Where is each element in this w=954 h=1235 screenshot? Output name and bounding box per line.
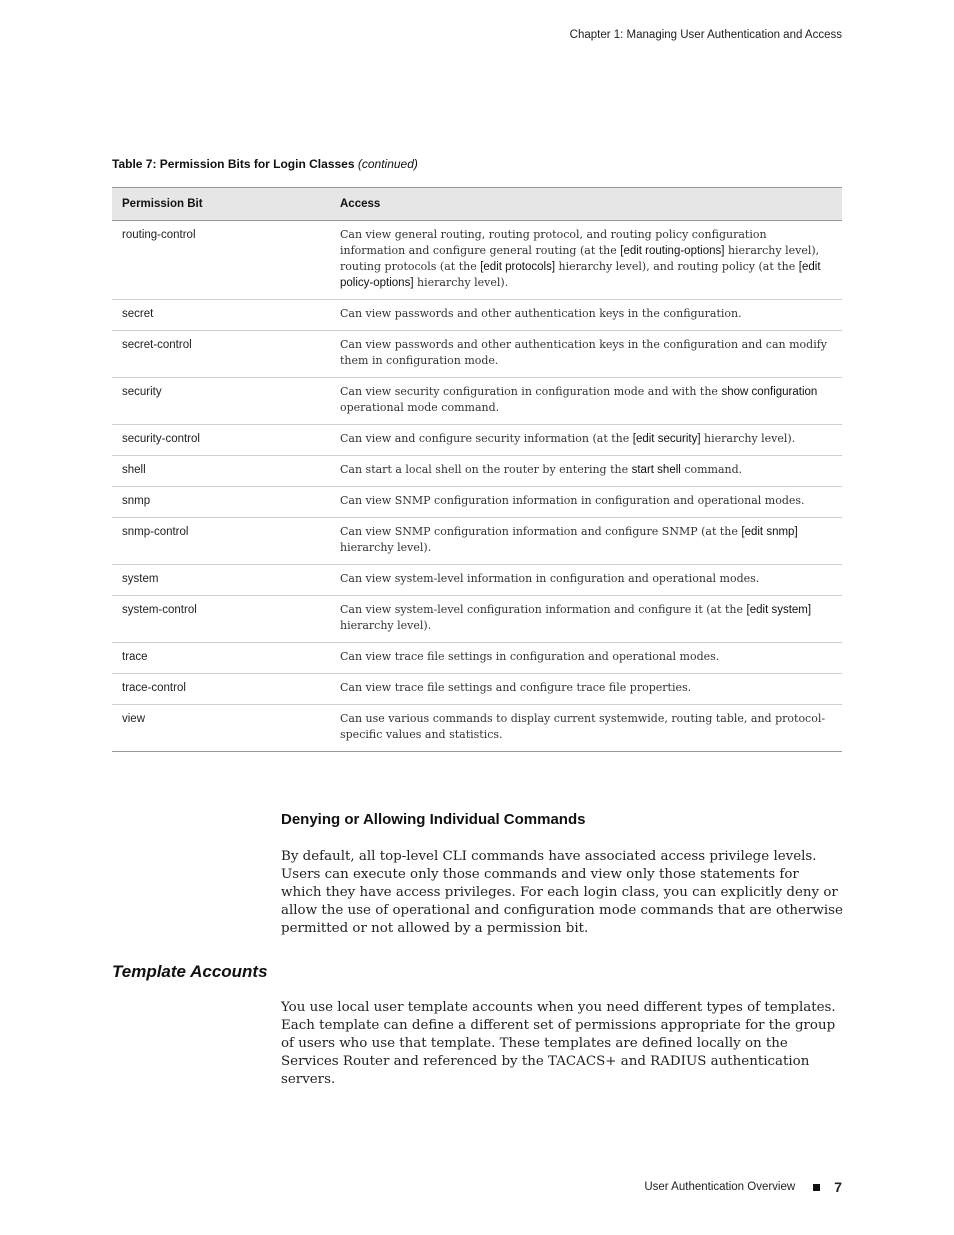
header-access: Access <box>330 188 842 221</box>
table-row <box>112 456 842 487</box>
access-text: hierarchy level), routing protocols (at the <box>340 244 820 273</box>
section-paragraph: By default, all top-level CLI commands have associated access privilege levels. Users can execute only those commands and view only those statements for which they have access privileges. For each login class, you can explicitly deny or allow the use of operational and configuration mode commands that are otherwise permitted or not allowed by a permission bit. <box>281 849 843 936</box>
access-code-text: show configuration <box>721 386 818 398</box>
access-text: hierarchy level). <box>413 276 509 289</box>
table-row <box>112 674 842 705</box>
access-cell <box>330 300 842 331</box>
access-cell <box>330 378 842 425</box>
table-header-row <box>112 188 842 221</box>
permission-bit-cell: system <box>112 565 330 596</box>
table-row <box>112 565 842 596</box>
table-row <box>112 596 842 643</box>
access-cell <box>330 518 842 565</box>
access-text: Can view passwords and other authentication keys in the configuration. <box>340 307 742 320</box>
access-code-text: start shell <box>631 464 681 476</box>
access-code-text: [edit protocols] <box>480 261 556 273</box>
access-text: hierarchy level), and routing policy (at the <box>555 260 799 273</box>
permission-bit-cell: view <box>112 705 330 752</box>
table-row <box>112 518 842 565</box>
access-text: hierarchy level). <box>700 432 796 445</box>
permission-bit-cell: snmp <box>112 487 330 518</box>
access-text: Can view SNMP configuration information and configure SNMP (at the <box>340 525 742 538</box>
access-text: command. <box>680 463 743 476</box>
access-cell <box>330 331 842 378</box>
access-text: hierarchy level). <box>340 619 432 632</box>
header-permission-bit: Permission Bit <box>112 188 330 221</box>
access-cell <box>330 487 842 518</box>
access-text: Can use various commands to display current systemwide, routing table, and protocol-specific values and statistics. <box>340 712 826 741</box>
table-row <box>112 221 842 300</box>
access-cell <box>330 456 842 487</box>
section-heading: Denying or Allowing Individual Commands <box>281 811 586 828</box>
access-cell <box>330 643 842 674</box>
table-row <box>112 425 842 456</box>
page-footer <box>644 1179 842 1195</box>
permission-bit-cell: secret <box>112 300 330 331</box>
access-text: hierarchy level). <box>340 541 432 554</box>
table-caption-title: Table 7: Permission Bits for Login Classes <box>112 157 355 171</box>
access-text: operational mode command. <box>340 401 500 414</box>
access-text: Can view security configuration in configuration mode and with the <box>340 385 722 398</box>
access-text: Can view passwords and other authentication keys in the configuration and can modify them in configuration mode. <box>340 338 828 367</box>
table-row <box>112 487 842 518</box>
access-cell <box>330 674 842 705</box>
access-text: Can view general routing, routing protocol, and routing policy configuration information and configure general routing (at the <box>340 228 767 257</box>
access-code-text: [edit routing-options] <box>620 245 725 257</box>
square-bullet-icon <box>813 1184 820 1191</box>
access-cell <box>330 596 842 643</box>
access-text: Can start a local shell on the router by entering the <box>340 463 632 476</box>
access-code-text: [edit system] <box>746 604 812 616</box>
page-number: 7 <box>834 1179 842 1195</box>
table-caption <box>112 157 418 171</box>
template-accounts-heading: Template Accounts <box>112 962 268 981</box>
access-cell <box>330 221 842 300</box>
permission-bit-cell: snmp-control <box>112 518 330 565</box>
permission-bit-cell: routing-control <box>112 221 330 300</box>
access-cell <box>330 705 842 752</box>
access-code-text: [edit snmp] <box>741 526 798 538</box>
permission-bit-cell: security-control <box>112 425 330 456</box>
table-body <box>112 221 842 752</box>
table-row <box>112 331 842 378</box>
permission-bit-cell: shell <box>112 456 330 487</box>
permission-bits-table <box>112 187 842 752</box>
access-code-text: [edit policy-options] <box>340 261 821 289</box>
access-cell <box>330 565 842 596</box>
table-row <box>112 643 842 674</box>
template-accounts-paragraph: You use local user template accounts when you need different types of templates. Each template can define a different set of permissions appropriate for the group of users who use that template. These templates are defined locally on the Services Router and referenced by the TACACS+ and RADIUS authentication servers. <box>281 1000 836 1087</box>
table-row <box>112 300 842 331</box>
footer-section-title: User Authentication Overview <box>644 1181 796 1193</box>
permission-bit-cell: secret-control <box>112 331 330 378</box>
table-row <box>112 705 842 752</box>
permission-bit-cell: trace <box>112 643 330 674</box>
permission-bit-cell: trace-control <box>112 674 330 705</box>
table-row <box>112 378 842 425</box>
access-text: Can view trace file settings and configure trace file properties. <box>340 681 692 694</box>
access-text: Can view system-level configuration information and configure it (at the <box>340 603 747 616</box>
permission-bit-cell: system-control <box>112 596 330 643</box>
access-code-text: [edit security] <box>632 433 701 445</box>
access-text: Can view system-level information in configuration and operational modes. <box>340 572 760 585</box>
access-text: Can view and configure security information (at the <box>340 432 633 445</box>
running-header: Chapter 1: Managing User Authentication and Access <box>569 29 842 41</box>
access-cell <box>330 425 842 456</box>
access-text: Can view SNMP configuration information in configuration and operational modes. <box>340 494 805 507</box>
table-caption-continued: (continued) <box>357 157 418 171</box>
access-text: Can view trace file settings in configuration and operational modes. <box>340 650 720 663</box>
permission-bit-cell: security <box>112 378 330 425</box>
